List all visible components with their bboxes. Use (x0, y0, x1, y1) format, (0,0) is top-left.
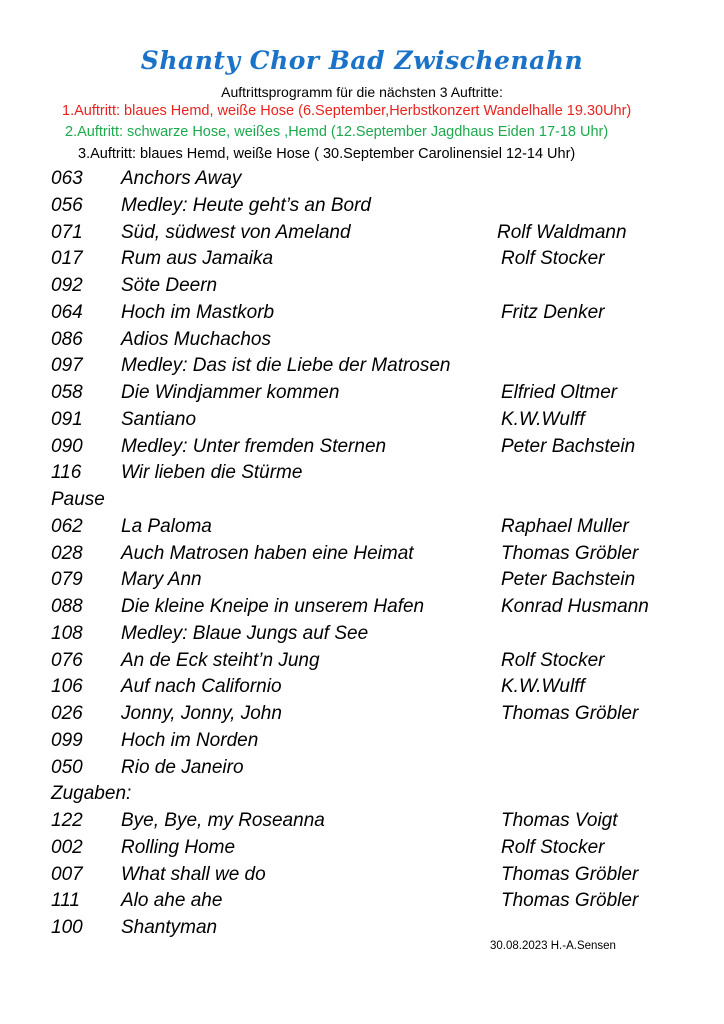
gig-3-info: 3.Auftritt: blaues Hemd, weiße Hose ( 30.September Carolinensiel 12-14 Uhr) (78, 146, 576, 162)
program-row (51, 380, 711, 407)
soloist-name: Rolf Waldmann (497, 221, 627, 243)
soloist-name: Raphael Muller (501, 515, 629, 537)
song-title: Medley: Heute geht’s an Bord (121, 194, 371, 216)
song-title: Auch Matrosen haben eine Heimat (121, 542, 414, 564)
program-row (51, 594, 711, 621)
soloist-name: Rolf Stocker (501, 836, 605, 858)
program-row (51, 835, 711, 862)
song-title: Söte Deern (121, 275, 218, 296)
song-number: 111 (51, 890, 80, 912)
song-title: Shantyman (121, 917, 218, 938)
soloist-name: Konrad Husmann (501, 596, 649, 617)
song-number: 090 (51, 435, 83, 457)
song-title: Süd, südwest von Ameland (121, 221, 351, 243)
song-number: 116 (51, 462, 82, 484)
song-number: 086 (51, 328, 83, 350)
song-number: 099 (51, 729, 83, 751)
song-title: La Paloma (121, 515, 212, 537)
program-row (51, 862, 711, 889)
section-label: Zugaben: (51, 783, 132, 805)
song-number: 026 (51, 703, 83, 724)
program-row (51, 915, 711, 942)
gig-1-info: 1.Auftritt: blaues Hemd, weiße Hose (6.September,Herbstkonzert Wandelhalle 19.30Uhr) (62, 103, 632, 119)
song-number: 122 (51, 810, 83, 831)
song-number: 106 (51, 676, 83, 698)
song-number: 028 (51, 542, 83, 564)
song-title: Wir lieben die Stürme (121, 462, 303, 484)
song-number: 079 (51, 569, 83, 591)
soloist-name: Peter Bachstein (501, 569, 636, 591)
song-number: 100 (51, 917, 83, 938)
song-title: Adios Muchachos (121, 328, 271, 350)
song-number: 091 (51, 408, 83, 430)
section-label: Pause (51, 489, 105, 510)
song-title: Medley: Das ist die Liebe der Matrosen (121, 355, 451, 377)
program-row (51, 674, 711, 701)
program-row (51, 220, 711, 247)
program-row (51, 888, 711, 915)
program-row (51, 407, 711, 434)
song-number: 064 (51, 301, 83, 323)
song-number: 017 (51, 248, 83, 270)
song-title: Die Windjammer kommen (121, 382, 340, 403)
program-row (51, 567, 711, 594)
soloist-name: Peter Bachstein (501, 435, 636, 457)
song-title: Hoch im Mastkorb (121, 301, 275, 323)
song-number: 076 (51, 649, 83, 671)
song-title: Rum aus Jamaika (121, 248, 274, 270)
soloist-name: Fritz Denker (501, 301, 605, 323)
soloist-name: Rolf Stocker (501, 649, 605, 671)
song-number: 092 (51, 275, 83, 296)
program-row (51, 246, 711, 273)
song-title: Jonny, Jonny, John (121, 703, 282, 724)
soloist-name: K.W.Wulff (501, 408, 585, 430)
song-title: Die kleine Kneipe in unserem Hafen (121, 596, 425, 617)
program-row (51, 327, 711, 354)
song-title: An de Eck steiht’n Jung (121, 649, 320, 671)
song-title: Anchors Away (121, 168, 242, 189)
program-row (51, 755, 711, 782)
soloist-name: Thomas Gröbler (501, 890, 639, 912)
section-heading (51, 781, 711, 808)
page-subtitle: Auftrittsprogramm für die nächsten 3 Auftritte: (221, 84, 503, 100)
program-row (51, 353, 711, 380)
song-title: Medley: Blaue Jungs auf See (121, 622, 369, 644)
program-list (51, 166, 711, 942)
soloist-name: Thomas Gröbler (501, 542, 639, 564)
soloist-name: Rolf Stocker (501, 248, 605, 270)
song-number: 058 (51, 382, 83, 403)
gig-2-info: 2.Auftritt: schwarze Hose, weißes ,Hemd (12.September Jagdhaus Eiden 17-18 Uhr) (65, 124, 609, 140)
soloist-name: Thomas Gröbler (501, 863, 639, 885)
song-title: Alo ahe ahe (121, 890, 223, 912)
song-number: 088 (51, 596, 83, 617)
program-row (51, 808, 711, 835)
soloist-name: Elfried Oltmer (501, 382, 618, 403)
song-title: Medley: Unter fremden Sternen (121, 435, 387, 457)
soloist-name: K.W.Wulff (501, 676, 585, 698)
song-number: 063 (51, 168, 83, 189)
song-number: 007 (51, 863, 83, 885)
program-row (51, 166, 711, 193)
song-title: Santiano (121, 408, 197, 430)
page-title: Shanty Chor Bad Zwischenahn (140, 46, 584, 75)
song-number: 002 (51, 836, 83, 858)
program-row (51, 460, 711, 487)
song-title: Auf nach Californio (121, 676, 282, 698)
program-row (51, 434, 711, 461)
song-number: 071 (51, 221, 83, 243)
soloist-name: Thomas Voigt (501, 810, 618, 831)
program-row (51, 514, 711, 541)
program-row (51, 193, 711, 220)
song-title: Hoch im Norden (121, 729, 259, 751)
program-row (51, 728, 711, 755)
song-number: 108 (51, 622, 83, 644)
program-row (51, 648, 711, 675)
song-number: 097 (51, 355, 83, 377)
song-title: Rio de Janeiro (121, 756, 244, 778)
program-row (51, 300, 711, 327)
section-heading (51, 487, 711, 514)
song-title: Bye, Bye, my Roseanna (121, 810, 325, 831)
program-row (51, 273, 711, 300)
program-row (51, 541, 711, 568)
song-title: What shall we do (121, 863, 266, 885)
program-row (51, 701, 711, 728)
program-row (51, 621, 711, 648)
song-number: 056 (51, 194, 83, 216)
soloist-name: Thomas Gröbler (501, 703, 639, 724)
song-title: Mary Ann (121, 569, 202, 591)
song-title: Rolling Home (121, 836, 236, 858)
footer-date-author: 30.08.2023 H.-A.Sensen (490, 940, 616, 952)
song-number: 062 (51, 515, 83, 537)
song-number: 050 (51, 756, 83, 778)
